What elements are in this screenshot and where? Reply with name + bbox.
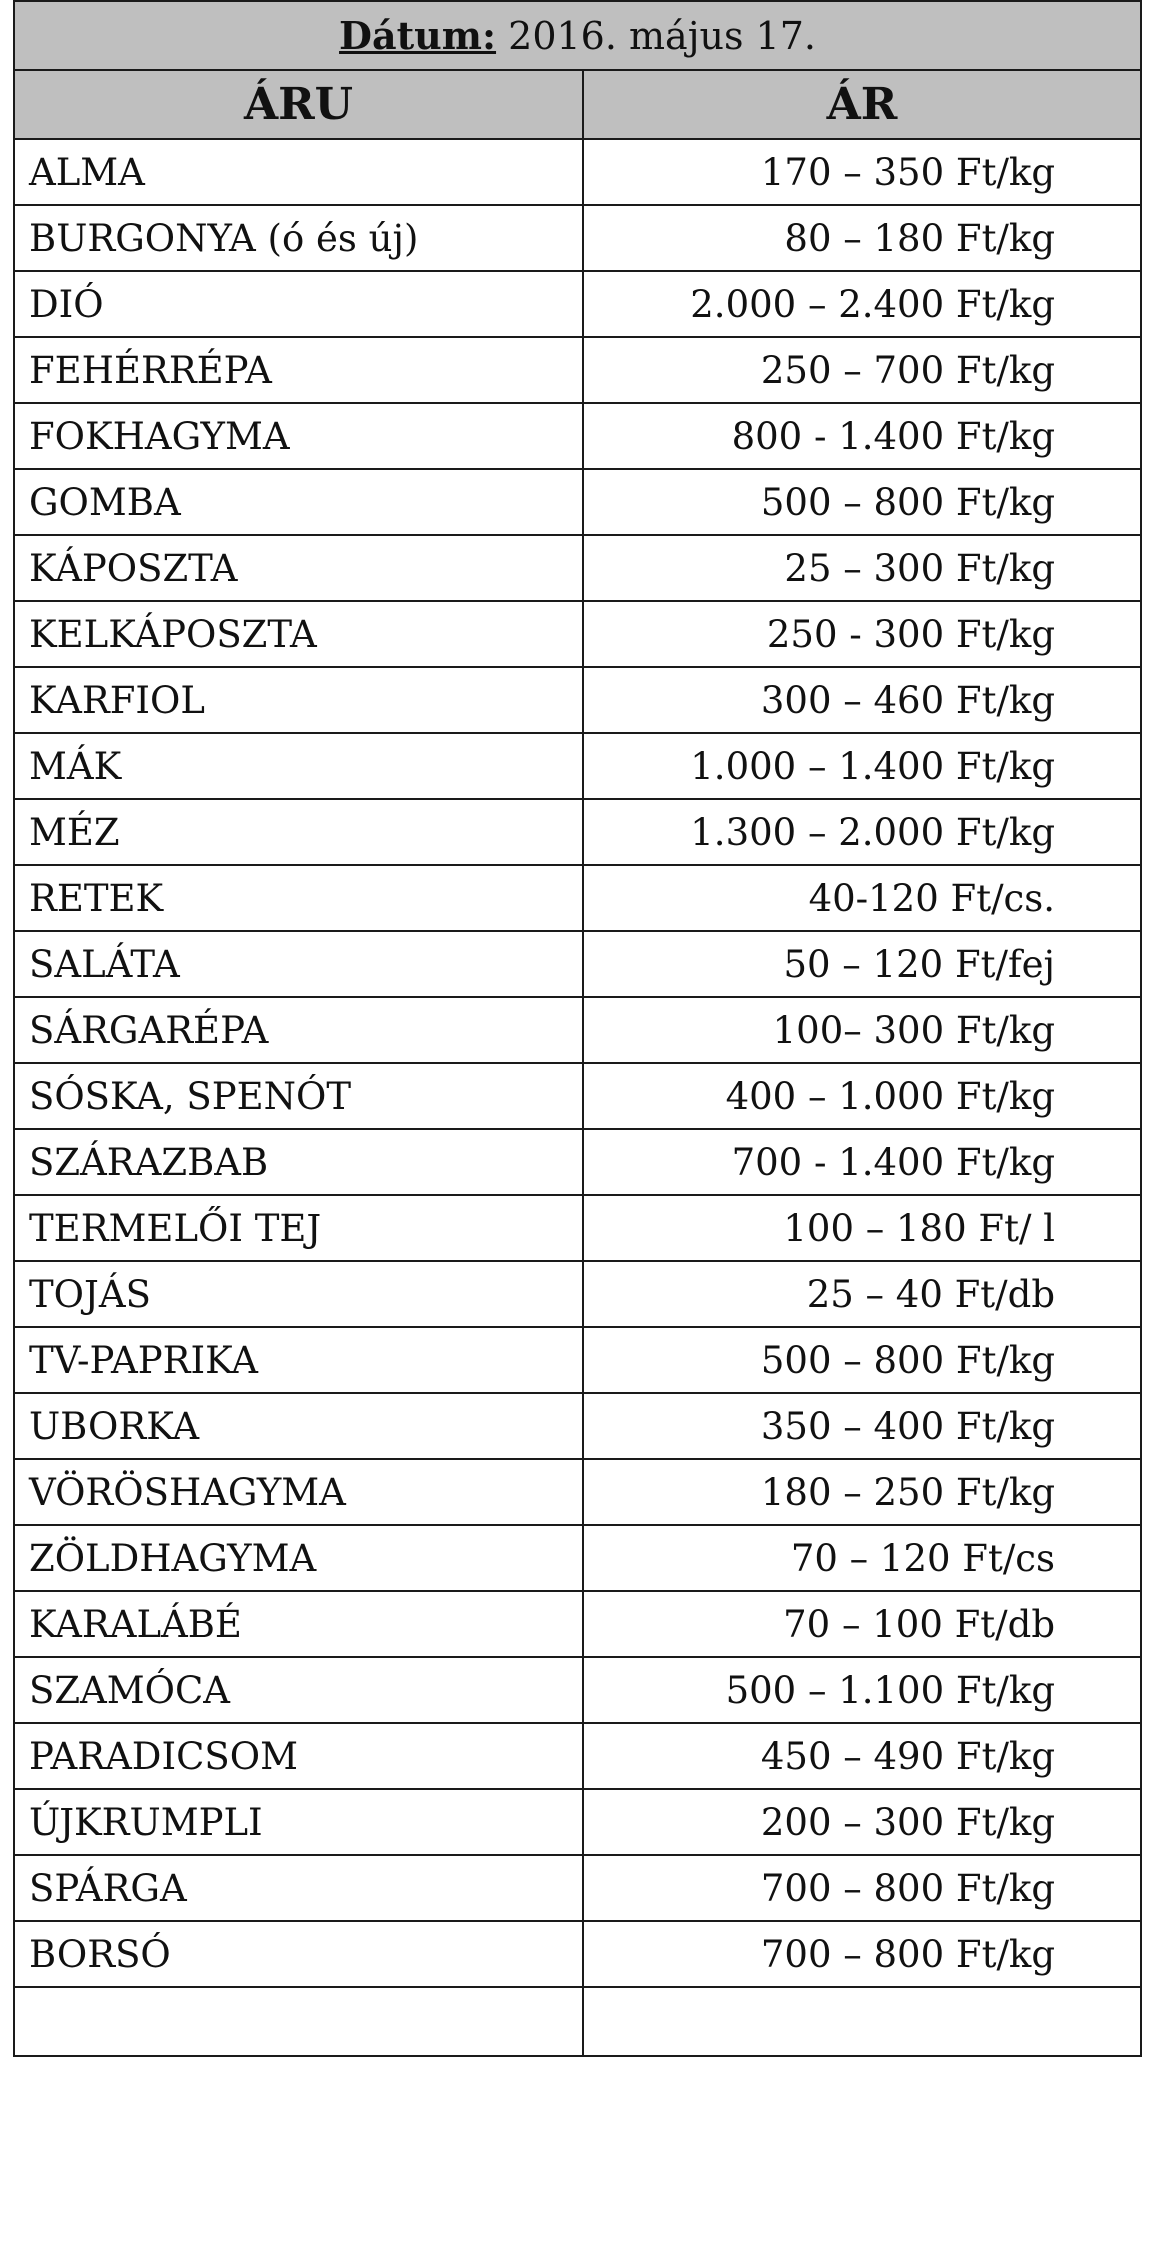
item-price-cell: 450 – 490 Ft/kg [583,1723,1141,1789]
table-row [14,1591,1141,1657]
item-name-cell: FOKHAGYMA [14,403,583,469]
item-name-cell: SZAMÓCA [14,1657,583,1723]
table-body [14,139,1141,2056]
item-price-cell: 500 – 800 Ft/kg [583,1327,1141,1393]
item-name-cell: BURGONYA (ó és új) [14,205,583,271]
item-name-cell: PARADICSOM [14,1723,583,1789]
empty-cell [14,1987,583,2056]
item-price-cell: 700 – 800 Ft/kg [583,1855,1141,1921]
item-price-cell: 250 – 700 Ft/kg [583,337,1141,403]
item-name-cell: SÓSKA, SPENÓT [14,1063,583,1129]
item-name-cell: TV-PAPRIKA [14,1327,583,1393]
item-name-cell: BORSÓ [14,1921,583,1987]
item-price-cell: 170 – 350 Ft/kg [583,139,1141,205]
item-name-cell: FEHÉRRÉPA [14,337,583,403]
item-price-cell: 70 – 100 Ft/db [583,1591,1141,1657]
item-price-cell: 1.300 – 2.000 Ft/kg [583,799,1141,865]
date-cell [14,1,1141,70]
item-name-cell: ZÖLDHAGYMA [14,1525,583,1591]
item-name-cell: KÁPOSZTA [14,535,583,601]
table-row [14,931,1141,997]
item-name-cell: MÉZ [14,799,583,865]
table-row [14,1195,1141,1261]
column-header-row [14,70,1141,139]
table-row [14,1525,1141,1591]
item-price-cell: 800 - 1.400 Ft/kg [583,403,1141,469]
table-row [14,1393,1141,1459]
item-name-cell: RETEK [14,865,583,931]
table-row [14,1129,1141,1195]
item-price-cell: 700 - 1.400 Ft/kg [583,1129,1141,1195]
item-name-cell: KARALÁBÉ [14,1591,583,1657]
table-row [14,139,1141,205]
table-row [14,733,1141,799]
item-name-cell: KELKÁPOSZTA [14,601,583,667]
item-price-cell: 500 – 1.100 Ft/kg [583,1657,1141,1723]
item-price-cell: 70 – 120 Ft/cs [583,1525,1141,1591]
item-name-cell: TERMELŐI TEJ [14,1195,583,1261]
item-name-cell: MÁK [14,733,583,799]
item-price-cell: 200 – 300 Ft/kg [583,1789,1141,1855]
item-name-cell: GOMBA [14,469,583,535]
item-name-cell: ALMA [14,139,583,205]
table-row [14,337,1141,403]
table-row [14,1459,1141,1525]
column-header-item: ÁRU [14,70,583,139]
item-name-cell: KARFIOL [14,667,583,733]
table-row [14,403,1141,469]
table-row [14,1921,1141,1987]
item-price-cell: 100– 300 Ft/kg [583,997,1141,1063]
item-price-cell: 180 – 250 Ft/kg [583,1459,1141,1525]
table-row [14,535,1141,601]
item-price-cell: 2.000 – 2.400 Ft/kg [583,271,1141,337]
table-row [14,1789,1141,1855]
empty-table-row [14,1987,1141,2056]
item-price-cell: 40-120 Ft/cs. [583,865,1141,931]
table-row [14,997,1141,1063]
empty-cell [583,1987,1141,2056]
table-row [14,1723,1141,1789]
item-name-cell: UBORKA [14,1393,583,1459]
price-list-sheet [13,0,1140,2057]
item-price-cell: 100 – 180 Ft/ l [583,1195,1141,1261]
table-row [14,469,1141,535]
item-price-cell: 400 – 1.000 Ft/kg [583,1063,1141,1129]
table-row [14,1657,1141,1723]
item-name-cell: ÚJKRUMPLI [14,1789,583,1855]
item-name-cell: VÖRÖSHAGYMA [14,1459,583,1525]
item-price-cell: 250 - 300 Ft/kg [583,601,1141,667]
item-price-cell: 350 – 400 Ft/kg [583,1393,1141,1459]
table-row [14,1063,1141,1129]
date-label: Dátum: [339,13,497,58]
date-value: 2016. május 17. [508,14,816,58]
item-price-cell: 25 – 40 Ft/db [583,1261,1141,1327]
table-row [14,1855,1141,1921]
table-row [14,865,1141,931]
item-name-cell: SALÁTA [14,931,583,997]
table-row [14,271,1141,337]
item-price-cell: 300 – 460 Ft/kg [583,667,1141,733]
price-table [13,0,1142,2057]
column-header-price: ÁR [583,70,1141,139]
table-row [14,667,1141,733]
item-price-cell: 500 – 800 Ft/kg [583,469,1141,535]
item-name-cell: SZÁRAZBAB [14,1129,583,1195]
item-name-cell: SPÁRGA [14,1855,583,1921]
item-name-cell: DIÓ [14,271,583,337]
item-price-cell: 700 – 800 Ft/kg [583,1921,1141,1987]
item-price-cell: 80 – 180 Ft/kg [583,205,1141,271]
item-price-cell: 25 – 300 Ft/kg [583,535,1141,601]
table-row [14,601,1141,667]
item-name-cell: TOJÁS [14,1261,583,1327]
table-row [14,1261,1141,1327]
item-price-cell: 50 – 120 Ft/fej [583,931,1141,997]
table-row [14,205,1141,271]
item-name-cell: SÁRGARÉPA [14,997,583,1063]
table-row [14,799,1141,865]
date-row [14,1,1141,70]
item-price-cell: 1.000 – 1.400 Ft/kg [583,733,1141,799]
table-row [14,1327,1141,1393]
